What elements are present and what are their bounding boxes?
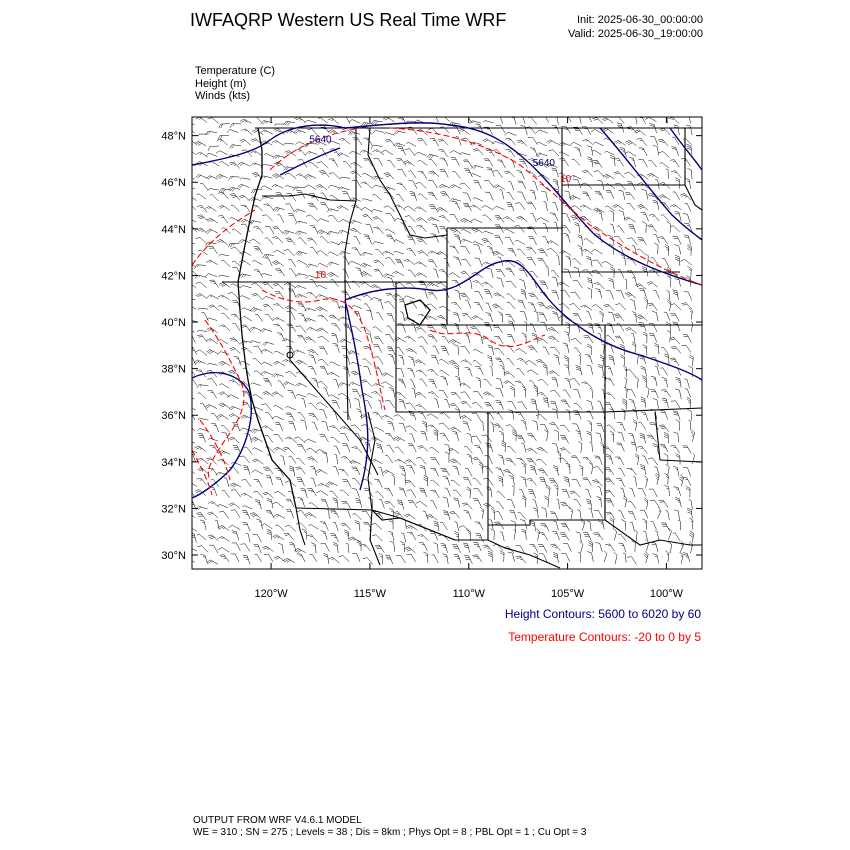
temp-contour-basin [262,290,385,410]
lon-tick-label: 105°W [551,588,585,600]
contour-label: 10 [314,269,327,281]
lat-tick-label: 36°N [161,410,186,423]
valid-time: Valid: 2025-06-30_19:00:00 [568,28,703,40]
temp-contour-sw [192,420,230,495]
border-az [368,412,488,540]
border-wa-or [262,194,356,201]
lat-tick-label: 30°N [161,550,186,563]
model-info-footer [193,815,586,839]
lat-tick-label: 32°N [161,503,186,516]
lat-tick-label: 38°N [161,363,186,376]
border-ks-ok [605,408,702,412]
field-temperature: Temperature (C) [195,65,276,77]
lon-tick-label: 115°W [353,588,387,600]
model-config: WE = 310 ; SN = 275 ; Levels = 38 ; Dis = 8km ; Phys Opt = 8 ; PBL Opt = 1 ; Cu Opt = 3 [193,827,587,838]
field-height: Height (m) [195,77,247,90]
great-salt-lake [405,300,430,325]
lat-tick-label: 46°N [161,177,186,190]
border-mt-id [368,128,447,238]
lat-tick-label: 40°N [161,317,186,330]
contour-label: 10 [560,174,572,186]
border-tx-panhandle [655,412,702,462]
init-time: Init: 2025-06-30_00:00:00 [577,14,703,26]
plot-title: IWFAQRP Western US Real Time WRF [190,10,507,30]
lat-tick-label: 34°N [161,456,186,469]
lat-tick-label: 42°N [161,270,186,283]
legend-temperature-contours: Temperature Contours: -20 to 0 by 5 [508,630,701,644]
model-version: OUTPUT FROM WRF V4.6.1 MODEL [193,815,362,826]
field-winds: Winds (kts) [195,90,250,102]
longitude-axis [254,117,683,600]
temp-contour-co [430,330,545,346]
height-contour-trough [280,148,702,490]
border-id-west [345,128,356,282]
lat-tick-label: 44°N [161,223,186,236]
legend-height-contours: Height Contours: 5600 to 6020 by 60 [504,607,701,621]
lon-tick-label: 100°W [649,588,683,600]
lon-tick-label: 110°W [452,588,485,600]
lat-tick-label: 48°N [161,130,186,143]
lon-tick-label: 120°W [254,588,288,600]
border-ut [396,282,488,412]
contour-label: 5640 [309,134,332,146]
contour-label: 5640 [532,157,555,169]
